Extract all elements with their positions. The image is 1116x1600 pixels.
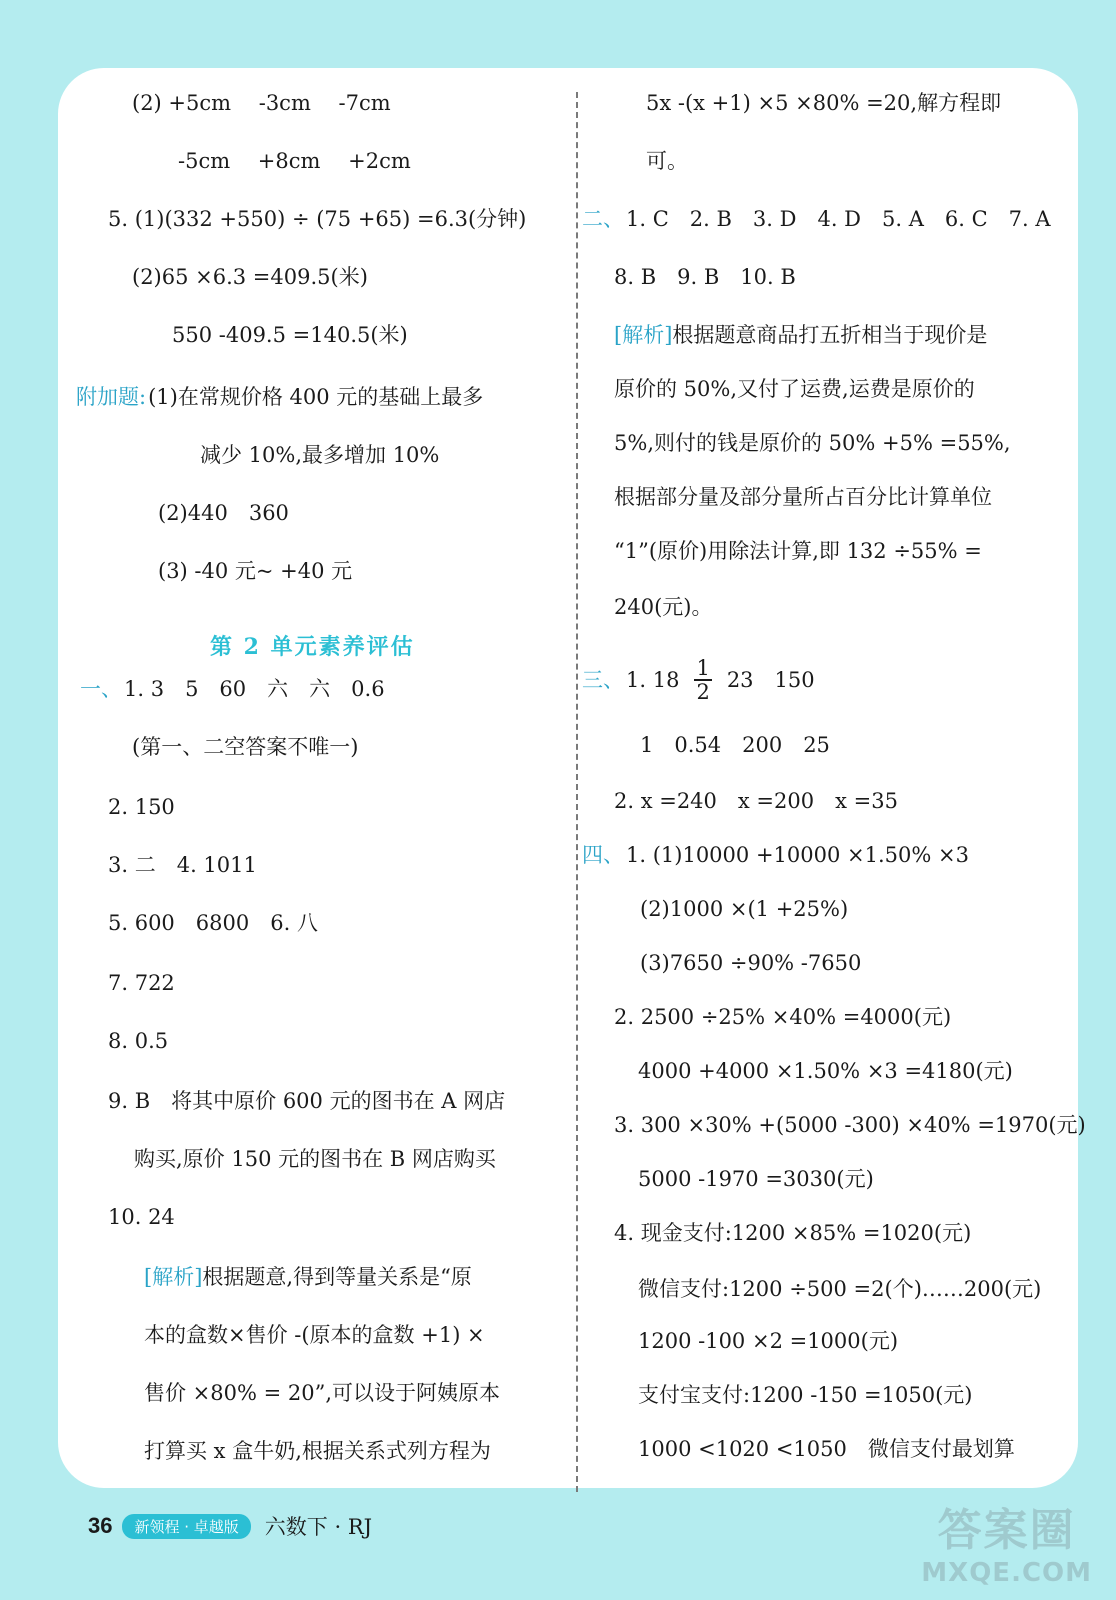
analysis-text: 根据题意商品打五折相当于现价是 bbox=[672, 323, 988, 347]
column-divider bbox=[576, 92, 578, 1492]
section-one-label: 一、 bbox=[80, 677, 122, 701]
page-number: 36 bbox=[88, 1513, 113, 1538]
right-line-7: 5%,则付的钱是原价的 50% +5% =55%, bbox=[614, 431, 1011, 455]
left-line-9: (3) -40 元~ +40 元 bbox=[158, 559, 353, 583]
right-line-22: 微信支付:1200 ÷500 =2(个)……200(元) bbox=[638, 1277, 1042, 1301]
unit-title: 第 2 单元素养评估 bbox=[210, 634, 415, 660]
bonus-question-label: 附加题: bbox=[76, 385, 147, 409]
section-two-line bbox=[582, 204, 1051, 234]
section-three-line bbox=[582, 655, 815, 705]
left-line-3: 5. (1)(332 +550) ÷ (75 +65) =6.3(分钟) bbox=[108, 207, 527, 231]
left-line-16: 8. 0.5 bbox=[108, 1029, 169, 1053]
right-line-8: 根据部分量及部分量所占百分比计算单位 bbox=[614, 485, 992, 509]
right-line-18: 4000 +4000 ×1.50% ×3 =4180(元) bbox=[638, 1059, 1013, 1083]
left-line-19: 10. 24 bbox=[108, 1205, 175, 1229]
left-line-8: (2)440 360 bbox=[158, 501, 289, 525]
left-line-15: 7. 722 bbox=[108, 971, 175, 995]
left-line-18: 购买,原价 150 元的图书在 B 网店购买 bbox=[134, 1147, 496, 1171]
analysis-text: 根据题意,得到等量关系是“原 bbox=[202, 1265, 472, 1289]
right-line-4: 8. B 9. B 10. B bbox=[614, 265, 796, 289]
section-two-label: 二、 bbox=[582, 207, 624, 231]
watermark-title: 答案圈 bbox=[937, 1505, 1076, 1556]
right-line-16: (3)7650 ÷90% -7650 bbox=[640, 951, 862, 975]
left-line-2: -5cm +8cm +2cm bbox=[178, 149, 411, 173]
right-line-24: 支付宝支付:1200 -150 =1050(元) bbox=[638, 1383, 973, 1407]
section-three-text-a: 1. 18 bbox=[626, 668, 680, 692]
bonus-question-line bbox=[76, 382, 483, 412]
left-line-23: 打算买 x 盒牛奶,根据关系式列方程为 bbox=[144, 1439, 491, 1463]
right-line-12: 1 0.54 200 25 bbox=[640, 733, 830, 757]
right-line-10: 240(元)。 bbox=[614, 595, 713, 619]
right-line-19: 3. 300 ×30% +(5000 -300) ×40% =1970(元) bbox=[614, 1113, 1086, 1137]
left-line-11: (第一、二空答案不唯一) bbox=[132, 735, 359, 759]
right-line-13: 2. x =240 x =200 x =35 bbox=[614, 789, 898, 813]
right-line-15: (2)1000 ×(1 +25%) bbox=[640, 897, 849, 921]
page-footer bbox=[88, 1508, 372, 1544]
section-three-text-b: 23 150 bbox=[726, 668, 815, 692]
watermark-url: MXQE.COM bbox=[921, 1558, 1092, 1588]
right-line-25: 1000 <1020 <1050 微信支付最划算 bbox=[638, 1437, 1015, 1461]
left-line-7: 减少 10%,最多增加 10% bbox=[200, 443, 440, 467]
analysis-tag: [解析] bbox=[144, 1265, 203, 1289]
right-line-21: 4. 现金支付:1200 ×85% =1020(元) bbox=[614, 1221, 972, 1245]
right-line-20: 5000 -1970 =3030(元) bbox=[638, 1167, 874, 1191]
left-line-14: 5. 600 6800 6. 八 bbox=[108, 911, 318, 935]
left-line-12: 2. 150 bbox=[108, 795, 175, 819]
right-line-9: “1”(原价)用除法计算,即 132 ÷55% = bbox=[614, 539, 982, 563]
grade-label: 六数下 · RJ bbox=[264, 1515, 373, 1539]
section-three-label: 三、 bbox=[582, 668, 624, 692]
right-line-23: 1200 -100 ×2 =1000(元) bbox=[638, 1329, 899, 1353]
right-line-6: 原价的 50%,又付了运费,运费是原价的 bbox=[614, 377, 975, 401]
left-line-13: 3. 二 4. 1011 bbox=[108, 853, 257, 877]
right-line-2: 可。 bbox=[646, 149, 688, 173]
fraction-denominator: 2 bbox=[696, 679, 710, 704]
left-line-5: 550 -409.5 =140.5(米) bbox=[172, 323, 408, 347]
watermark bbox=[921, 1494, 1092, 1588]
section-four-line bbox=[582, 840, 969, 870]
fraction-one-half bbox=[694, 657, 712, 703]
analysis-tag: [解析] bbox=[614, 323, 673, 347]
section-four-text: 1. (1)10000 +10000 ×1.50% ×3 bbox=[626, 843, 969, 867]
fraction-numerator: 1 bbox=[696, 655, 710, 680]
right-line-1: 5x -(x +1) ×5 ×80% =20,解方程即 bbox=[646, 91, 1002, 115]
bonus-question-text: (1)在常规价格 400 元的基础上最多 bbox=[148, 385, 484, 409]
left-line-4: (2)65 ×6.3 =409.5(米) bbox=[132, 265, 368, 289]
left-line-22: 售价 ×80% = 20”,可以设于阿姨原本 bbox=[144, 1381, 501, 1405]
left-line-17: 9. B 将其中原价 600 元的图书在 A 网店 bbox=[108, 1089, 506, 1113]
right-line-17: 2. 2500 ÷25% ×40% =4000(元) bbox=[614, 1005, 952, 1029]
left-line-1: (2) +5cm -3cm -7cm bbox=[132, 91, 391, 115]
section-four-label: 四、 bbox=[582, 843, 624, 867]
left-line-21: 本的盒数×售价 -(原本的盒数 +1) × bbox=[144, 1323, 485, 1347]
analysis-line-left bbox=[144, 1262, 472, 1292]
series-badge: 新领程 · 卓越版 bbox=[122, 1514, 250, 1539]
analysis-line-right bbox=[614, 320, 987, 350]
section-two-text: 1. C 2. B 3. D 4. D 5. A 6. C 7. A bbox=[626, 207, 1051, 231]
section-one-line bbox=[80, 674, 385, 704]
section-one-text: 1. 3 5 60 六 六 0.6 bbox=[124, 677, 385, 701]
